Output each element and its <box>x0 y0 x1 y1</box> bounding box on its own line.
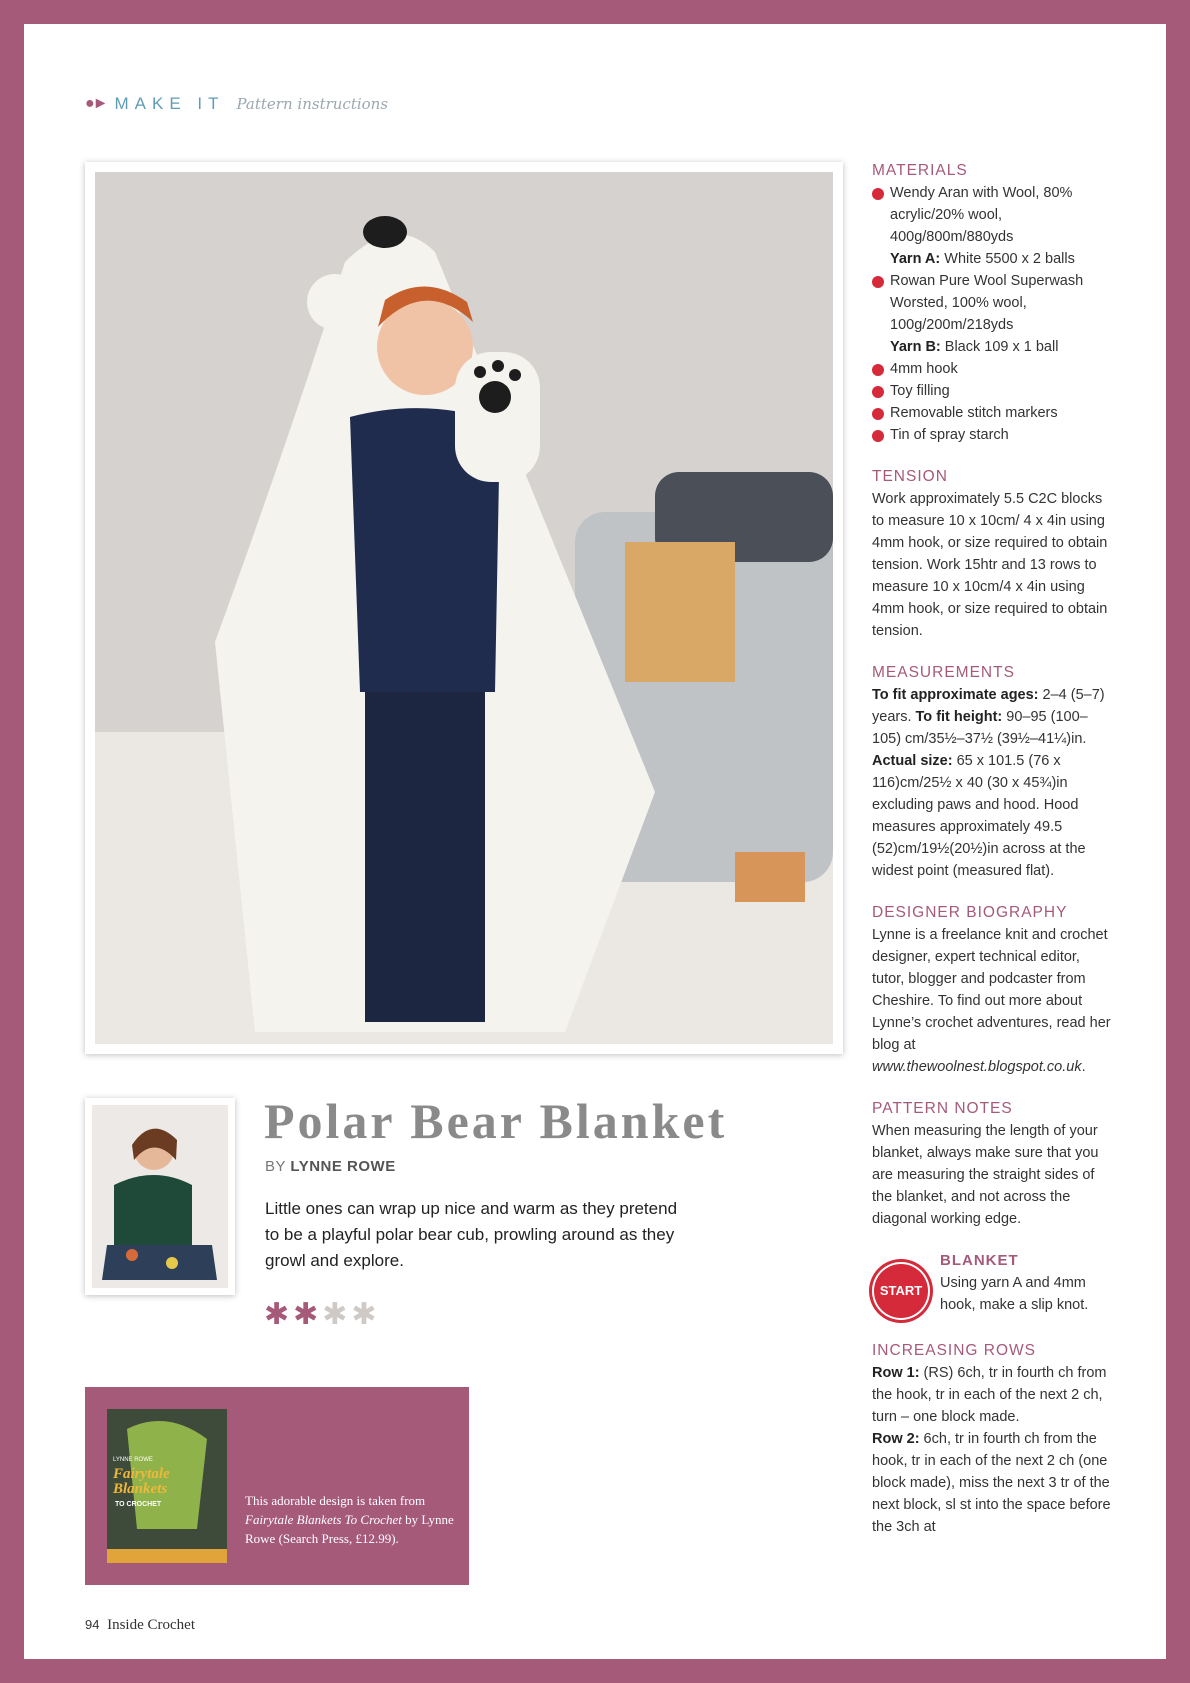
bullet-icon <box>872 364 884 376</box>
designer-portrait-photo <box>92 1105 228 1288</box>
book-promo-box <box>85 1387 469 1585</box>
biography-text: Lynne is a freelance knit and crochet designer, expert technical editor, tutor, blogger and podcaster from Cheshire. To find out more about Lynne’s crochet adventures, read her blog at www.thewoolnest.blogspot.co.uk. <box>872 927 1111 1075</box>
arrow-icon: ●► <box>85 95 107 112</box>
biography-section <box>872 902 1112 1078</box>
tension-heading: TENSION <box>872 468 948 485</box>
bullet-icon <box>872 188 884 200</box>
difficulty-rating <box>264 1300 377 1330</box>
page-border-bottom <box>0 1659 1190 1683</box>
tension-section <box>872 466 1112 642</box>
main-photo-frame <box>85 162 843 1054</box>
main-photo <box>95 172 833 1044</box>
pattern-notes-text: When measuring the length of your blanket, always make sure that you are measuring the straight sides of the blanket, and not across the diagonal working edge. <box>872 1123 1099 1227</box>
difficulty-star-icon: ✱ <box>351 1298 377 1331</box>
author-photo <box>92 1105 228 1288</box>
magazine-name: Inside Crochet <box>107 1617 195 1633</box>
blanket-start-section <box>872 1250 1112 1320</box>
page-number: 94 <box>85 1617 100 1632</box>
bullet-icon <box>872 430 884 442</box>
list-item: Wendy Aran with Wool, 80% acrylic/20% wool, 400g/800m/880yds Yarn A: White 5500 x 2 balls <box>872 182 1112 270</box>
increasing-rows-heading: INCREASING ROWS <box>872 1342 1036 1359</box>
author-photo-frame <box>85 1098 235 1295</box>
sidebar-column <box>872 160 1112 1558</box>
page-footer <box>85 1617 195 1634</box>
pattern-notes-section <box>872 1098 1112 1230</box>
biography-heading: DESIGNER BIOGRAPHY <box>872 904 1068 921</box>
section-header <box>85 94 388 114</box>
materials-list <box>872 182 1112 446</box>
book-cover-subtitle: TO CROCHET <box>115 1501 162 1508</box>
materials-heading: MATERIALS <box>872 162 968 179</box>
section-subtitle: Pattern instructions <box>236 95 389 113</box>
pattern-notes-heading: PATTERN NOTES <box>872 1100 1013 1117</box>
bullet-icon <box>872 276 884 288</box>
page-border-top <box>0 0 1190 24</box>
book-cover <box>107 1409 227 1563</box>
blog-url: www.thewoolnest.blogspot.co.uk <box>872 1059 1082 1075</box>
child-in-polar-bear-blanket-photo <box>95 172 833 1044</box>
list-item: Removable stitch markers <box>872 402 1112 424</box>
list-item: Toy filling <box>872 380 1112 402</box>
measurements-section <box>872 662 1112 882</box>
blanket-heading: BLANKET <box>940 1252 1019 1269</box>
bullet-icon <box>872 386 884 398</box>
book-author: LYNNE ROWE <box>113 1457 153 1463</box>
difficulty-star-icon: ✱ <box>264 1298 290 1331</box>
byline <box>265 1158 396 1175</box>
list-item: Tin of spray starch <box>872 424 1112 446</box>
magazine-page <box>24 24 1166 1659</box>
measurements-heading: MEASUREMENTS <box>872 664 1015 681</box>
difficulty-star-icon: ✱ <box>293 1298 319 1331</box>
blanket-text: Using yarn A and 4mm hook, make a slip knot. <box>940 1275 1089 1313</box>
tension-text: Work approximately 5.5 C2C blocks to measure 10 x 10cm/ 4 x 4in using 4mm hook, or size required to obtain tension. Work 15htr and 13 rows to measure 10 x 10cm/4 x 4in using 4mm hook, or size required to obtain tension. <box>872 491 1108 639</box>
promo-text: This adorable design is taken from Fairytale Blankets To Crochet by Lynne Rowe (Search Press, £12.99). <box>245 1493 454 1546</box>
section-label: MAKE IT <box>114 94 225 113</box>
byline-prefix: BY <box>265 1158 286 1175</box>
intro-text: Little ones can wrap up nice and warm as they pretend to be a playful polar bear cub, prowling around as they growl and explore. <box>265 1199 678 1270</box>
author-name: LYNNE ROWE <box>290 1158 396 1175</box>
difficulty-star-icon: ✱ <box>322 1298 348 1331</box>
bullet-icon <box>872 408 884 420</box>
materials-section <box>872 160 1112 446</box>
promo-book-title: Fairytale Blankets To Crochet <box>245 1512 402 1527</box>
page-title: Polar Bear Blanket <box>264 1093 728 1149</box>
increasing-rows-section <box>872 1340 1112 1538</box>
start-badge: START <box>872 1262 930 1320</box>
book-cover-title: Fairytale Blankets <box>113 1466 170 1497</box>
row-1-text: Row 1: (RS) 6ch, tr in fourth ch from the hook, tr in each of the next 2 ch, turn – one block made. <box>872 1365 1107 1425</box>
list-item: Rowan Pure Wool Superwash Worsted, 100% wool, 100g/200m/218yds Yarn B: Black 109 x 1 ball <box>872 270 1112 358</box>
list-item: 4mm hook <box>872 358 1112 380</box>
row-2-text: Row 2: 6ch, tr in fourth ch from the hook, tr in each of the next 2 ch (one block made), miss the next 3 tr of the next block, sl st into the space before the 3ch at <box>872 1431 1111 1535</box>
measurements-text: To fit approximate ages: 2–4 (5–7) years. To fit height: 90–95 (100–105) cm/35½–37½ (39½–41¼)in. Actual size: 65 x 101.5 (76 x 116)cm/25½ x 40 (30 x 45¾)in excluding paws and hood. Hood measures approximately 49.5 (52)cm/19½(20½)in across at the widest point (measured flat). <box>872 687 1105 879</box>
